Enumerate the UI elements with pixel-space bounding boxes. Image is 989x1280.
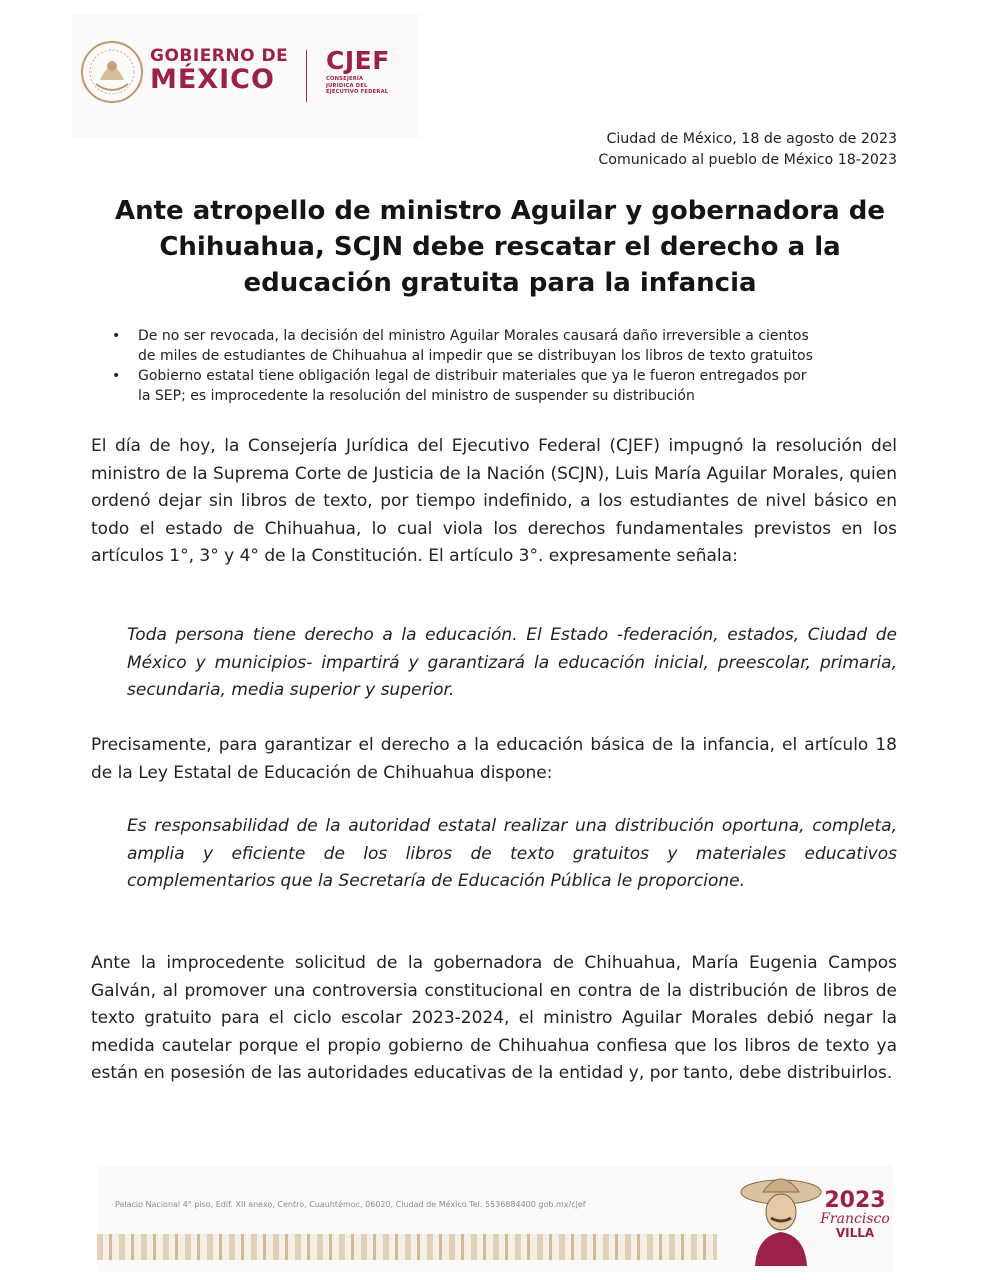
list-item <box>112 366 902 406</box>
mexico-seal-icon <box>80 40 144 104</box>
gob-line1: GOBIERNO DE <box>150 46 289 66</box>
gob-line2: MÉXICO <box>150 63 275 95</box>
bullet-line: De no ser revocada, la decisión del ministro Aguilar Morales causará daño irreversible a cientos <box>138 328 809 344</box>
place-date: Ciudad de México, 18 de agosto de 2023 <box>606 131 897 147</box>
release-number: Comunicado al pueblo de México 18-2023 <box>598 152 897 168</box>
cjef-sub2: JURÍDICA DEL <box>326 82 368 89</box>
cjef-sub1: CONSEJERÍA <box>326 76 364 82</box>
cjef-mark: CJEF <box>326 46 390 75</box>
bullet-marker: • <box>112 368 121 384</box>
quote-constitution: Toda persona tiene derecho a la educación. El Estado -federación, estados, Ciudad de México y municipios- impartirá y garantizará la educación inicial, preescolar, primaria, secundaria, media superior y superior. <box>127 625 897 700</box>
paragraph-2: Precisamente, para garantizar el derecho a la educación básica de la infancia, el artículo 18 de la Ley Estatal de Educación de Chihuahua dispone: <box>91 735 897 783</box>
title-line3: educación gratuita para la infancia <box>243 268 757 298</box>
title-line1: Ante atropello de ministro Aguilar y gobernadora de <box>115 196 885 226</box>
logo-divider <box>306 50 307 102</box>
paragraph-1: El día de hoy, la Consejería Jurídica del Ejecutivo Federal (CJEF) impugnó la resolución del ministro de la Suprema Corte de Justicia de la Nación (SCJN), Luis María Aguilar Morales, quien ordenó dejar sin libros de texto, por tiempo indefinido, a los estudiantes de nivel básico en todo el estado de Chihuahua, lo cual viola los derechos fundamentales previstos en los artículos 1°, 3° y 4° de la Constitución. El artículo 3°. expresamente señala: <box>91 436 897 566</box>
page-footer <box>97 1164 893 1272</box>
year-number: 2023 <box>824 1188 886 1213</box>
page-title <box>80 193 920 301</box>
year-surname: VILLA <box>835 1226 875 1241</box>
gobierno-de-mexico-logo <box>150 48 288 94</box>
dateline <box>598 129 897 171</box>
bullet-line: Gobierno estatal tiene obligación legal de distribuir materiales que ya le fueron entregados por <box>138 368 807 384</box>
letterhead <box>72 14 420 138</box>
francisco-villa-portrait-icon <box>737 1170 825 1266</box>
bullet-line: de miles de estudiantes de Chihuahua al impedir que se distribuyan los libros de texto gratuitos <box>138 348 813 364</box>
footer-decorative-pattern <box>97 1234 717 1260</box>
footer-address: Palacio Nacional 4° piso, Edif. XII anexo, Centro, Cuauhtémoc, 06020, Ciudad de México Tel. 5536884400 gob.mx/cjef <box>115 1200 586 1209</box>
cjef-logo <box>326 48 390 96</box>
paragraph-3: Ante la improcedente solicitud de la gobernadora de Chihuahua, María Eugenia Campos Galván, al promover una controversia constitucional en contra de la distribución de libros de texto gratuito para el ciclo escolar 2023-2024, el ministro Aguilar Morales debió negar la medida cautelar porque el propio gobierno de Chihuahua confiesa que los libros de texto ya están en posesión de las autoridades educativas de la entidad y, por tanto, debe distribuirlos. <box>91 953 897 1083</box>
list-item <box>112 326 902 366</box>
quote-state-law: Es responsabilidad de la autoridad estatal realizar una distribución oportuna, completa, amplia y eficiente de los libros de texto gratuitos y materiales educativos complementarios que la Secretaría de Educación Pública le proporcione. <box>127 816 897 891</box>
bullet-line: la SEP; es improcedente la resolución del ministro de suspender su distribución <box>138 388 695 404</box>
cjef-sub3: EJECUTIVO FEDERAL <box>326 89 389 95</box>
year-logo <box>819 1190 891 1241</box>
bullet-marker: • <box>112 328 121 344</box>
summary-bullets <box>112 326 902 406</box>
year-name: Francisco <box>820 1211 890 1227</box>
title-line2: Chihuahua, SCJN debe rescatar el derecho a la <box>159 232 841 262</box>
